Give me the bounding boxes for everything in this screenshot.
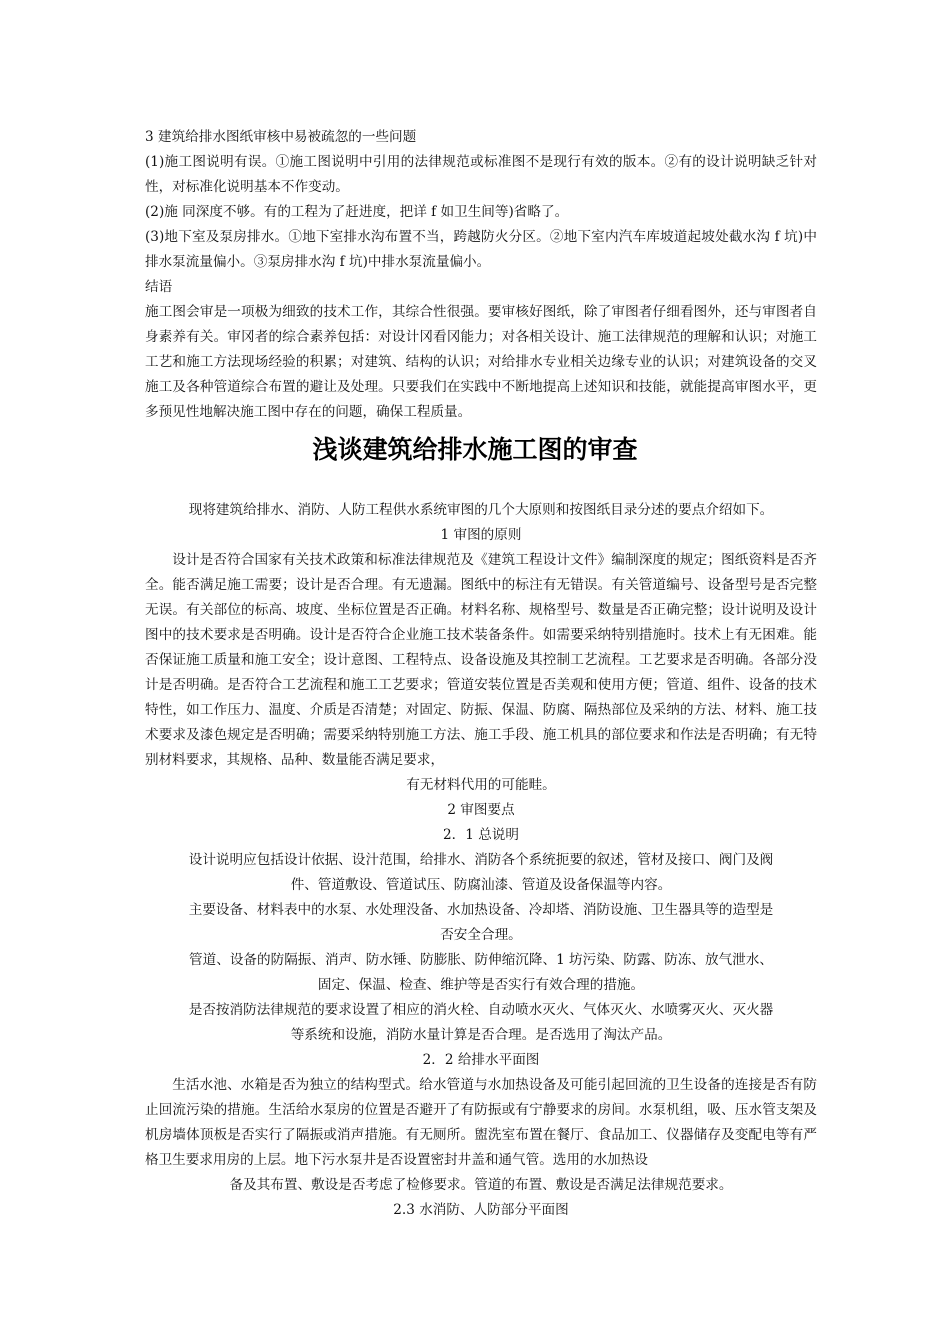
principles-paragraph: 设计是否符合国家有关技术政策和标准法律规范及《建筑工程设计文件》编制深度的规定；图纸资料是否齐全。能否满足施工需要；设计是否合理。有无遗漏。图纸中的标注有无错误。有关管道编号、设备型号是否完整无误。有关部位的标高、坡度、坐标位置是否正确。材料名称、规格型号、数量是否正确完整；设计说明及设计图中的技术要求是否明确。设计是否符合企业施工技术装备条件。如需要采纳特别措施时。技术上有无困难。能否保证施工质量和施工安全；设计意图、工程特点、设备设施及其控制工艺流程。工艺要求是否明确。各部分没计是否明确。是否符合工艺流程和施工工艺要求；管道安装位置是否美观和使用方便；管道、组件、设备的技术特性，如工作压力、温度、介质是否清楚；对固定、防振、保温、防腐、隔热部位及采纳的方法、材料、施工技术要求及漆色规定是否明确；需要采纳特别施工方法、施工手段、施工机具的部位要求和作法是否明确；有无特别材料要求，其规格、品种、数量能否满足要求，: [145, 552, 817, 768]
article-intro: 现将建筑给排水、消防、人防工程供水系统审图的几个大原则和按图纸目录分述的要点介绍如下。: [188, 502, 774, 518]
general-notes-line: 件、管道敷设、管道试压、防腐汕漆、管道及设备保温等内容。: [290, 877, 672, 893]
issue-item-1: (1)施工图说明有误。①施工图说明中引用的法律规范或标准图不是现行有效的版本。②有的设计说明缺乏针对性，对标准化说明基本不作变动。: [145, 154, 817, 195]
heading-plumbing-plan: 2．2 给排水平面图: [422, 1052, 540, 1068]
heading-general-notes: 2．1 总说明: [443, 827, 519, 843]
general-notes-line: 固定、保温、检查、维护等是否实行有效合理的措施。: [317, 977, 645, 993]
general-notes-line: 是否按消防法律规范的要求设置了相应的消火栓、自动喷水灭火、气体灭火、水喷雾灭火、灭火器: [188, 1002, 774, 1018]
section-heading: 3 建筑给排水图纸审核中易被疏忽的一些问题: [145, 129, 417, 145]
heading-principles: 1 审图的原则: [440, 527, 522, 543]
heading-fire-civil-defense-plan: 2.3 水消防、人防部分平面图: [393, 1202, 569, 1218]
heading-key-points: 2 审图要点: [447, 802, 515, 818]
general-notes-line: 设计说明应包括设计依据、设汁范围，给排水、消防各个系统扼要的叙述，管材及接口、阀门及阀: [188, 852, 774, 868]
general-notes-line: 管道、设备的防隔振、消声、防水锤、防膨胀、防伸缩沉降、1 坊污染、防露、防冻、放气泄水、: [189, 952, 773, 968]
plumbing-plan-paragraph: 生活水池、水箱是否为独立的结构型式。给水管道与水加热设备及可能引起回流的卫生设备的连接是否有防止回流污染的措施。生活给水泵房的位置是否避开了有防振或有宁静要求的房间。水泵机组，吸、压水管支架及机房墙体顶板是否实行了隔振或消声措施。有无厕所。盥洗室布置在餐厅、食品加工、仪器储存及变配电等有严格卫生要求用房的上层。地下污水泵井是否设置密封井盖和通气管。选用的水加热设: [145, 1077, 817, 1168]
conclusion-label: 结语: [145, 279, 173, 295]
general-notes-line: 等系统和设施，消防水量计算是否合理。是否选用了淘汰产品。: [290, 1027, 672, 1043]
general-notes-line: 主要设备、材料表中的水泵、水处理没备、水加热设备、冷却塔、消防设施、卫生器具等的造型是: [188, 902, 774, 918]
principles-paragraph-end: 有无材料代用的可能畦。: [406, 777, 556, 793]
article-title: 浅谈建筑给排水施工图的审查: [312, 435, 638, 464]
general-notes-line: 否安全合理。: [440, 927, 522, 943]
issue-item-3: (3)地下室及泵房排水。①地下室排水沟布置不当，跨越防火分区。②地下室内汽车库坡道起坡处截水沟 f 坑)中排水泵流量偏小。③泵房排水沟 f 坑)中排水泵流量偏小。: [145, 229, 817, 270]
conclusion-paragraph: 施工图会审是一项极为细致的技术工作，其综合性很强。要审核好图纸，除了审图者仔细看图外，还与审图者自身素养有关。审冈者的综合素养包括：对设计冈看冈能力；对各相关设计、施工法律规范的理解和认识；对施工工艺和施工方法现场经验的积累；对建筑、结构的认识；对给排水专业相关边缘专业的认识；对建筑设备的交叉施工及各种管道综合布置的避让及处理。只要我们在实践中不断地提高上述知识和技能，就能提高审图水平，更多预见性地解决施工图中存在的问题，确保工程质量。: [145, 304, 817, 420]
plumbing-plan-paragraph-end: 备及其布置、敷设是否考虑了检修要求。管道的布置、敷设是否满足法律规范要求。: [229, 1177, 733, 1193]
issue-item-2: (2)施 同深度不够。有的工程为了赶进度，把详 f 如卫生间等)省略了。: [145, 204, 569, 220]
